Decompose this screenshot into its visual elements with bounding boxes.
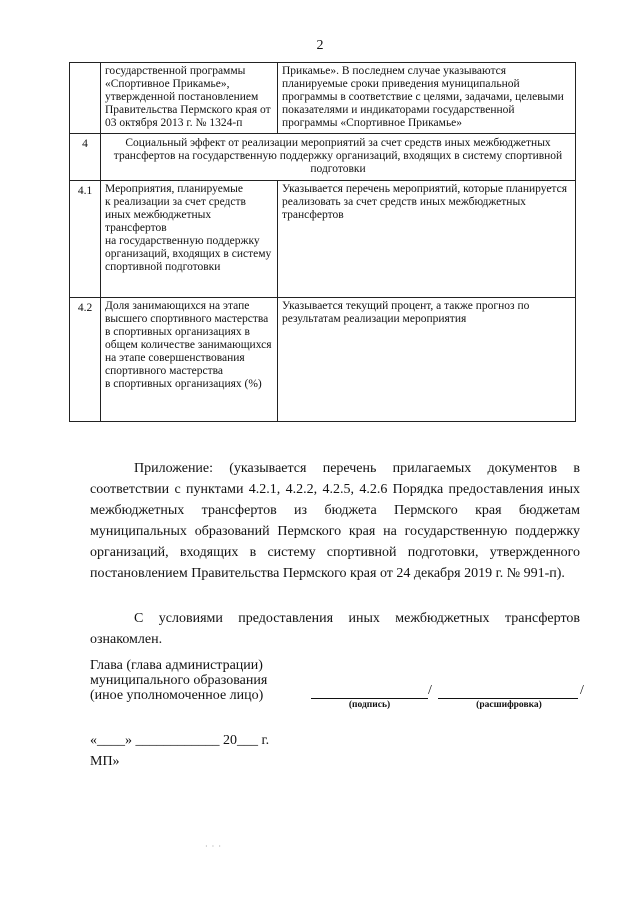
decoding-caption: (расшифровка) bbox=[476, 700, 542, 710]
signature-caption: (подпись) bbox=[348, 700, 391, 710]
name-decoding-line bbox=[438, 698, 578, 699]
decoding-separator: / bbox=[580, 683, 584, 698]
date-line: «____» ____________ 20___ г. bbox=[90, 733, 270, 748]
row-description: Указывается перечень мероприятий, которые планируется реализовать за счет средств иных межбюджетных трансфертов bbox=[278, 181, 576, 298]
signatory-title-line-2: муниципального образования bbox=[90, 673, 268, 688]
table-row bbox=[70, 134, 576, 181]
row-description: Прикамье». В последнем случае указываются планируемые сроки приведения муниципальной программы в соответствие с целями, задачами, целевыми показателями и индикаторами государственной программы «Спортивное Прикамье» bbox=[278, 63, 576, 134]
appendix-paragraph: Приложение: (указывается перечень прилагаемых документов в соответствии с пунктами 4.2.1, 4.2.2, 4.2.5, 4.2.6 Порядка предоставления иных межбюджетных трансфертов из бюджета Пермского края бюджетам муниципальных образований Пермского края на государственную поддержку организаций, входящих в систему спортивной подготовки, утвержденного постановлением Правительства Пермского края от 24 декабря 2019 г. № 991-п). bbox=[90, 461, 580, 581]
acknowledgement-paragraph: С условиями предоставления иных межбюджетных трансфертов ознакомлен. bbox=[90, 611, 580, 647]
table-row bbox=[70, 298, 576, 422]
stamp-place-label: МП» bbox=[90, 754, 120, 769]
project-info-table bbox=[69, 62, 576, 422]
table-row bbox=[70, 181, 576, 298]
signature-separator: / bbox=[428, 683, 432, 698]
section-heading: Социальный эффект от реализации мероприятий за счет средств иных межбюджетных трансфертов на государственную поддержку организаций, входящих в систему спортивной подготовки bbox=[101, 134, 576, 181]
row-description: Указывается текущий процент, а также прогноз по результатам реализации мероприятия bbox=[278, 298, 576, 422]
row-number: 4 bbox=[70, 134, 101, 181]
row-label: государственной программы «Спортивное Прикамье», утвержденной постановлением Правительства Пермского края от 03 октября 2013 г. № 1324-п bbox=[101, 63, 278, 134]
row-number bbox=[70, 63, 101, 134]
row-label: Доля занимающихся на этапе высшего спортивного мастерства в спортивных организациях в общем количестве занимающихся на этапе совершенствования спортивного мастерства в спортивных организациях (%) bbox=[101, 298, 278, 422]
signature-line bbox=[311, 698, 428, 699]
row-number: 4.1 bbox=[70, 181, 101, 298]
row-number: 4.2 bbox=[70, 298, 101, 422]
table-row bbox=[70, 63, 576, 134]
signatory-title-line-3: (иное уполномоченное лицо) bbox=[90, 688, 264, 703]
signatory-title-line-1: Глава (глава администрации) bbox=[90, 658, 263, 673]
scan-artifact-dots: · · · bbox=[205, 842, 222, 851]
row-label: Мероприятия, планируемые к реализации за счет средств иных межбюджетных трансфертов на государственную поддержку организаций, входящих в систему спортивной подготовки bbox=[101, 181, 278, 298]
page-number: 2 bbox=[316, 38, 324, 53]
